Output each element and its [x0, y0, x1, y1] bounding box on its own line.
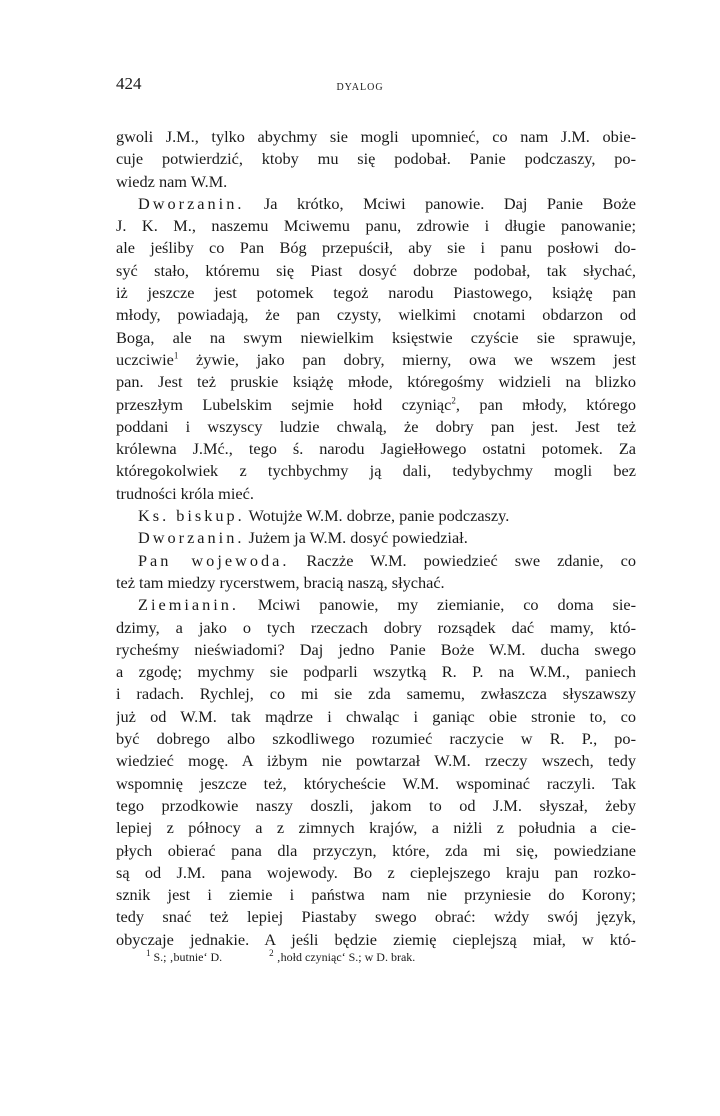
footnote: $^1$ S.; ‚butnie‘ D. — [146, 948, 223, 964]
text-line: być dobrego albo szkodliwego rozumieć raczycie w R. P., po- — [116, 729, 636, 749]
text-line: i radach. Rychlej, co mi sie zda samemu, zwłaszcza słyszawszy — [116, 684, 636, 704]
text-line: iż jeszcze jest potomek tegoż narodu Piastowego, książę pan — [116, 283, 636, 303]
text-line: obyczaje jednakie. A jeśli będzie ziemię cieplejszą miał, w któ- — [116, 929, 636, 949]
text-line: rycheśmy nieświadomi? Daj jedno Panie Boże W.M. ducha swego — [116, 639, 636, 659]
text-line: płych obierać pana dla przyczyn, które, zda mi się, powiedziane — [116, 840, 636, 860]
page-number: 424 — [116, 74, 142, 93]
speaker-name: Dworzanin. — [138, 528, 245, 548]
running-title: DYALOG — [336, 82, 384, 93]
text-line: cuje potwierdzić, ktoby mu się podobał. Panie podczaszy, po- — [116, 149, 636, 169]
text-line: sznik jest i ziemie i państwa nam nie przyniesie do Korony; — [116, 885, 636, 905]
text-line: też tam miedzy rycerstwem, bracią naszą, słychać. — [116, 572, 445, 592]
text-line: gwoli J.M., tylko abychmy sie mogli upomnieć, co nam J.M. obie- — [116, 127, 636, 146]
text-line: Boga, ale na swym niewielkim księstwie czyście sie sprawuje, — [116, 327, 636, 347]
text-line: syć stało, któremu się Piast dosyć dobrze podobał, tak słychać, — [116, 260, 636, 280]
footnote-mark: 2 — [269, 948, 274, 958]
text-line: dzimy, a jako o tych rzeczach dobry rozsądek dać mamy, któ- — [116, 617, 636, 637]
text-line: wspomnię jeszcze też, którycheście W.M. wspominać raczyli. Tak — [116, 773, 636, 793]
text-line: J. K. M., naszemu Mciwemu panu, zdrowie i długie panowanie; — [116, 216, 636, 236]
main-text — [116, 126, 636, 951]
speech-line: Dworzanin. Ja krótko, Mciwi panowie. Daj Panie Boże — [138, 193, 636, 213]
text-line: uczciwie$^1$ żywie, jako pan dobry, mierny, owa we wszem jest — [116, 349, 636, 369]
text-line: tego przodkowie naszy doszli, jakom to od J.M. słyszał, żeby — [116, 795, 636, 815]
footnote: $^2$ ‚hołd czyniąc‘ S.; w D. brak. — [269, 948, 416, 964]
speech-line: Pan wojewoda. Raczże W.M. powiedzieć swe zdanie, co — [138, 550, 636, 570]
text-line: tedy snać też lepiej Piastaby swego obrać: wżdy swój język, — [116, 907, 636, 927]
text-line: a zgodę; mychmy sie podparli wszytką R. P. na W.M., paniech — [116, 662, 636, 682]
speaker-name: Pan wojewoda. — [138, 550, 290, 570]
text-line: pan. Jest też pruskie książę młode, któregośmy widzieli na blizko — [116, 372, 636, 392]
footnotes — [146, 950, 459, 965]
text-line: królewna J.Mć., tego ś. narodu Jagiełłowego ostatni potomek. Za — [116, 439, 636, 459]
footnote-mark: 1 — [146, 948, 151, 958]
text-line: wiedz nam W.M. — [116, 171, 228, 191]
footnote-ref: 2 — [451, 395, 456, 406]
speech-line: Ziemianin. Mciwi panowie, my ziemianie, co doma sie- — [138, 595, 636, 615]
text-line: poddani i wszyscy ludzie chwalą, że dobry pan jest. Jest też — [116, 416, 636, 436]
text-line: przeszłym Lubelskim sejmie hołd czyniąc$^2$, pan młody, którego — [116, 394, 636, 414]
text-line: któregokolwiek z tychbychmy ją dali, tedybychmy mogli bez — [116, 461, 636, 481]
speaker-name: Ziemianin. — [138, 595, 239, 615]
speaker-name: Ks. biskup. — [138, 506, 245, 526]
text-line: ale jeśliby co Pan Bóg przepuścił, aby sie i panu posłowi do- — [116, 238, 636, 258]
footnote-ref: 1 — [173, 350, 179, 361]
text-line: młody, powiadają, że pan czysty, wielkimi cnotami obdarzon od — [116, 305, 636, 325]
speaker-name: Dworzanin. — [138, 193, 245, 213]
text-line: są od J.M. pana wojewody. Bo z cieplejszego kraju pan rozko- — [116, 862, 636, 882]
text-line: trudności króla mieć. — [116, 483, 254, 503]
text-line: wiedzieć mogę. A iżbym nie powtarzał W.M. rzeczy wszech, tedy — [116, 751, 636, 771]
text-line: już od W.M. tak mądrze i chwaląc i ganiąc obie stronie to, co — [116, 706, 636, 726]
speech-line: Ks. biskup. Wotujże W.M. dobrze, panie podczaszy. — [138, 506, 510, 526]
speech-line: Dworzanin. Jużem ja W.M. dosyć powiedział. — [138, 528, 468, 548]
text-line: lepiej z północy a z zimnych krajów, a niżli z południa a cie- — [116, 818, 636, 838]
